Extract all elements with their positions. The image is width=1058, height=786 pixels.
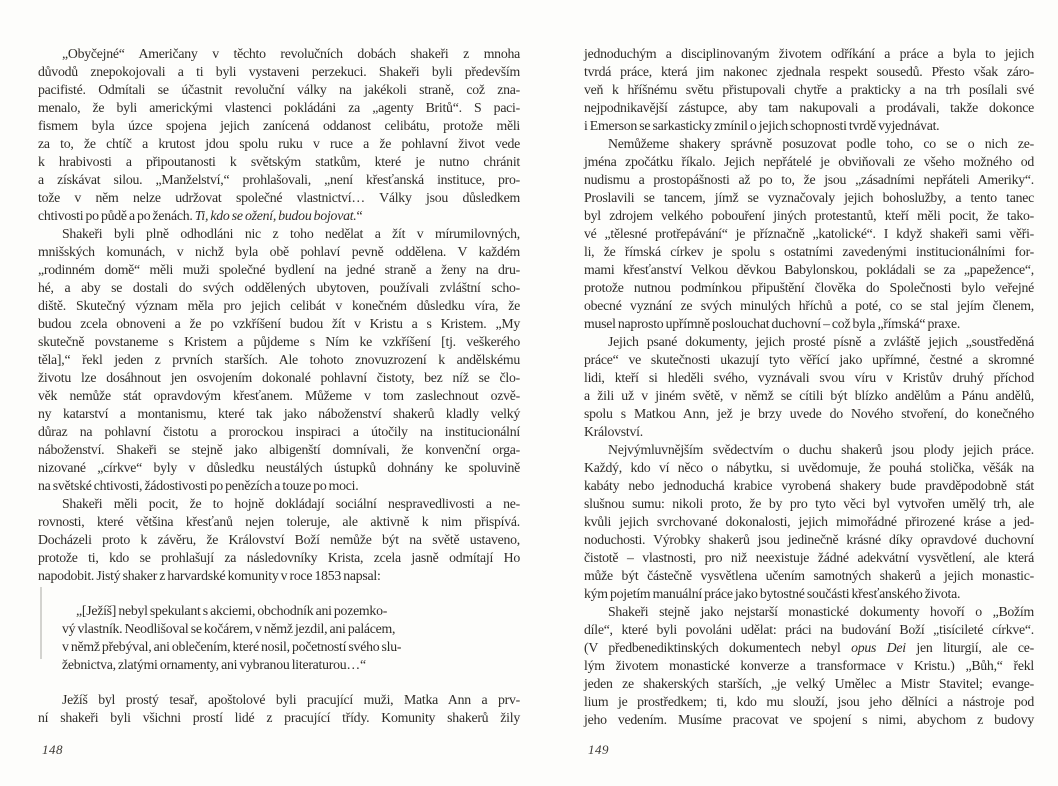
text-line: důraz na pohlavní čistotu a prorockou inspiraci a útočily na institucionální [38, 424, 520, 439]
text-line: náboženství. Shakeři se stejně jako albigenští domnívali, že konvenční orga- [38, 442, 520, 457]
paragraph [584, 603, 1034, 729]
text-line: Shakeři byli plně odhodláni nic z toho nedělat a žít v mírumilovných, [62, 226, 520, 241]
page-149 [529, 0, 1058, 786]
text-line: protože ti, kdo se prohlašují za následovníky Krista, zcela jasně odmítají Ho [38, 550, 520, 565]
text-line: veň k hříšnému světu přistupovali chytře a prakticky a na trh posílali své [584, 82, 1034, 97]
text-line: „rodinném domě“ měli muži společné bydlení na jedné straně a ženy na dru- [38, 262, 520, 277]
paragraph [38, 45, 520, 225]
page-text-column [584, 45, 1034, 729]
text-line: nizované „církve“ byly v důsledku neustálých ústupků dohnány ke spoluvině [38, 460, 520, 475]
text-line: jména zpočátku říkalo. Jejich nepřátelé je obviňovali ze všeho možného od [584, 154, 1034, 169]
text-line: a žili už v jiném světě, v němž se cítili být blízko andělům a Pánu andělů, [584, 388, 1034, 403]
text-line: chtivosti po půdě a po ženách. Ti, kdo se ožení, budou bojovat.“ [38, 208, 363, 223]
text-line: Shakeři stejně jako nejstarší monastické dokumenty hovoří o „Božím [608, 604, 1034, 619]
text-line: li, že římská církev je spolu s ostatními zavedenými institucionálními for- [584, 244, 1034, 259]
text-line: lidi, kteří si hleděli svého, vyznávali svou víru v Kristův druhý příchod [584, 370, 1034, 385]
text-line: Docházeli proto k závěru, že Království Boží nemůže být na světě ustaveno, [38, 532, 520, 547]
text-line: musel naprosto upřímně poslouchat duchovní – což byla „římská“ praxe. [584, 316, 961, 331]
text-line: ní shakeři byli všichni prostí lidé z pracující třídy. Komunity shakerů žily [38, 710, 520, 725]
page-number: 148 [42, 742, 63, 757]
text-line: lým životem monastické konverze a transformace v Kristu.) „Bůh,“ řekl [584, 658, 1034, 673]
text-line: díle“, které byli povoláni udělat: práci na budování Boží „tisícileté církve“. [584, 622, 1034, 637]
page-text-column [38, 45, 520, 727]
text-line: Jejich psané dokumenty, jejich prosté písně a zvláště jejich „soustředěná [608, 334, 1034, 349]
text-line: fismem byla úzce spojena jejich zanícená oddanost celibátu, protože měli [38, 118, 520, 133]
text-line: menalo, že byli americkými vlastenci pokládáni za „agenty Britů“. S paci- [38, 100, 520, 115]
blockquote [62, 602, 458, 674]
paragraph [584, 45, 1034, 135]
text-line: i Emerson se sarkasticky zmínil o jejich schopnosti tvrdě vyjednávat. [584, 118, 940, 133]
text-line: noduchosti. Výrobky shakerů jsou jedinečně krásné díky opravdové duchovní [584, 532, 1034, 547]
text-line: nejpodnikavější zástupce, aby tam nakupovali a prodávali, takže dokonce [584, 100, 1034, 115]
text-line: jeden ze shakerských starších, „je velký Umělec a Mistr Stavitel; evange- [584, 676, 1034, 691]
text-line: „[Ježíš] nebyl spekulant s akciemi, obchodník ani pozemko- [76, 603, 388, 618]
text-line: Nejvýmluvnějším svědectvím o duchu shakerů jsou plody jejich práce. [608, 442, 1034, 457]
text-line: Ježíš byl prostý tesař, apoštolové byli pracující muži, Matka Ann a prv- [62, 692, 520, 707]
text-line: důvodů znepokojovali a ti byli vystaveni perzekuci. Shakeři byli především [38, 64, 520, 79]
text-line: kabáty nebo jednoduchá krabice vyrobená shakery bude pravděpodobně stát [584, 478, 1034, 493]
text-line: Shakeři měli pocit, že to hojně dokládají sociální nespravedlivosti a ne- [62, 496, 520, 511]
text-line: věk nemůže stát opravdovým křesťanem. Můžeme v tom zaslechnout ozvě- [38, 388, 520, 403]
text-line: jednoduchým a disciplinovaným životem odříkání a práce a byla to jejich [584, 46, 1034, 61]
text-line: jeho vedením. Musíme pracovat ve spojení s nimi, abychom z budovy [584, 712, 1034, 727]
paragraph [38, 225, 520, 495]
text-line: vé „tělesné protřepávání“ je příznačně „katolické“. I když shakeři sami věři- [584, 226, 1034, 241]
text-line: může být částečně vysvětlena učením samotných shakerů a jejich monastic- [584, 568, 1034, 583]
text-line: kvůli jejich svrchované dokonalosti, jejich mimořádné přirozené kráse a jed- [584, 514, 1034, 529]
text-line: byl zdrojem velkého pobouření jiných protestantů, kteří měli pocit, že tako- [584, 208, 1034, 223]
text-line: životu lze dosáhnout jen osvojením dokonalé pohlavní čistoty, bez níž se člo- [38, 370, 520, 385]
paragraph [584, 135, 1034, 333]
text-line: tože v něm nelze udržovat společné vlastnictví… Války jsou důsledkem [38, 190, 520, 205]
scan-artifact-line [40, 587, 42, 659]
text-line: skutečně povstaneme s Kristem a půjdeme s Ním ke vzkříšení [tj. veškerého [38, 334, 520, 349]
text-line: v němž přebýval, ani oblečením, které nosil, početností svého slu- [62, 639, 402, 654]
text-line: hé, a aby se dostali do svých oddělených ubytoven, používali zvláštní scho- [38, 280, 520, 295]
paragraph [584, 333, 1034, 441]
text-line: na světské chtivosti, žádostivosti po penězích a touze po moci. [38, 478, 359, 493]
text-line: a získávat silou. „Manželství,“ prohlašovali, „není křesťanská instituce, pro- [38, 172, 520, 187]
text-line: Nemůžeme shakery správně posuzovat podle toho, co se o nich ze- [608, 136, 1034, 151]
paragraph [38, 495, 520, 585]
text-line: žebnictva, zlatými ornamenty, ani vybranou literaturou…“ [62, 657, 366, 672]
text-line: vý vlastník. Neodlišoval se kočárem, v němž jezdil, ani palácem, [62, 621, 396, 636]
text-line: Proslavili se tancem, jímž se vyznačovaly jejich bohoslužby, a tento tanec [584, 190, 1034, 205]
text-line: rovnosti, které většina křesťanů nejen toleruje, ale aktivně k nim přispívá. [38, 514, 520, 529]
text-line: Království. [584, 424, 643, 439]
text-line: diště. Skutečný význam měla pro jejich celibát v konečném důsledku víra, že [38, 298, 520, 313]
text-line: mnišských komunách, v nichž byla obě pohlaví pevně oddělena. V každém [38, 244, 520, 259]
text-line: (V předbenediktinských dokumentech nebyl opus Dei jen liturgií, ale ce- [584, 640, 1034, 655]
text-line: práce“ ve skutečnosti ukazují tyto věřící jako upřímné, čestné a skromné [584, 352, 1034, 367]
text-line: „Obyčejné“ Američany v těchto revolučních dobách shakeři z mnoha [62, 46, 520, 61]
text-line: slušnou sumu: nikoli proto, že by pro tyto věci byl vytvořen umělý trh, ale [584, 496, 1034, 511]
text-line: pacifisté. Odmítali se účastnit revoluční války na jakékoli straně, což zna- [38, 82, 520, 97]
text-line: mami křesťanství Velkou děvkou Babylonskou, pokládali se za „papežence“, [584, 262, 1034, 277]
paragraph [584, 441, 1034, 603]
text-line: obecné vyznání ze svých minulých hříchů a poté, co se stal jejím členem, [584, 298, 1034, 313]
text-line: k hrabivosti a připoutanosti k světským statkům, které je nutno chránit [38, 154, 520, 169]
text-line: lium je prostředkem; ti, kdo mu slouží, jsou jeho dělníci a nástroje pod [584, 694, 1034, 709]
text-line: nudismu a prostopášnosti až po to, že jsou „zásadními nepřáteli Ameriky“. [584, 172, 1034, 187]
text-line: protože nutnou podmínkou připuštění člověka do Společnosti bylo veřejné [584, 280, 1034, 295]
text-line: budou zcela obnoveni a že po vzkříšení budou žít v Kristu a s Kristem. „My [38, 316, 520, 331]
text-line: kým pojetím manuální práce jako bytostné součásti křesťanského života. [584, 586, 961, 601]
text-line: těla],“ řekl jeden z prvních starších. Ale tohoto znovuzrození k andělskému [38, 352, 520, 367]
text-line: Každý, kdo ví něco o nábytku, si uvědomuje, že pouhá stolička, věšák na [584, 460, 1034, 475]
text-line: ny katarství a montanismu, které tak jako náboženství shakerů kladly velký [38, 406, 520, 421]
paragraph [38, 691, 520, 727]
text-line: tvrdá práce, která jim nakonec zjednala respekt sousedů. Přesto však záro- [584, 64, 1034, 79]
page-number: 149 [588, 742, 609, 757]
text-line: čistotě – vlastnosti, pro niž neexistuje žádné adekvátní vysvětlení, ale která [584, 550, 1034, 565]
text-line: za to, že chtíč a krutost jdou spolu ruku v ruce a že pohlavní život vede [38, 136, 520, 151]
text-line: spolu s Matkou Ann, jež je brzy uvede do Nového stvoření, do konečného [584, 406, 1034, 421]
text-line: napodobit. Jistý shaker z harvardské komunity v roce 1853 napsal: [38, 568, 381, 583]
